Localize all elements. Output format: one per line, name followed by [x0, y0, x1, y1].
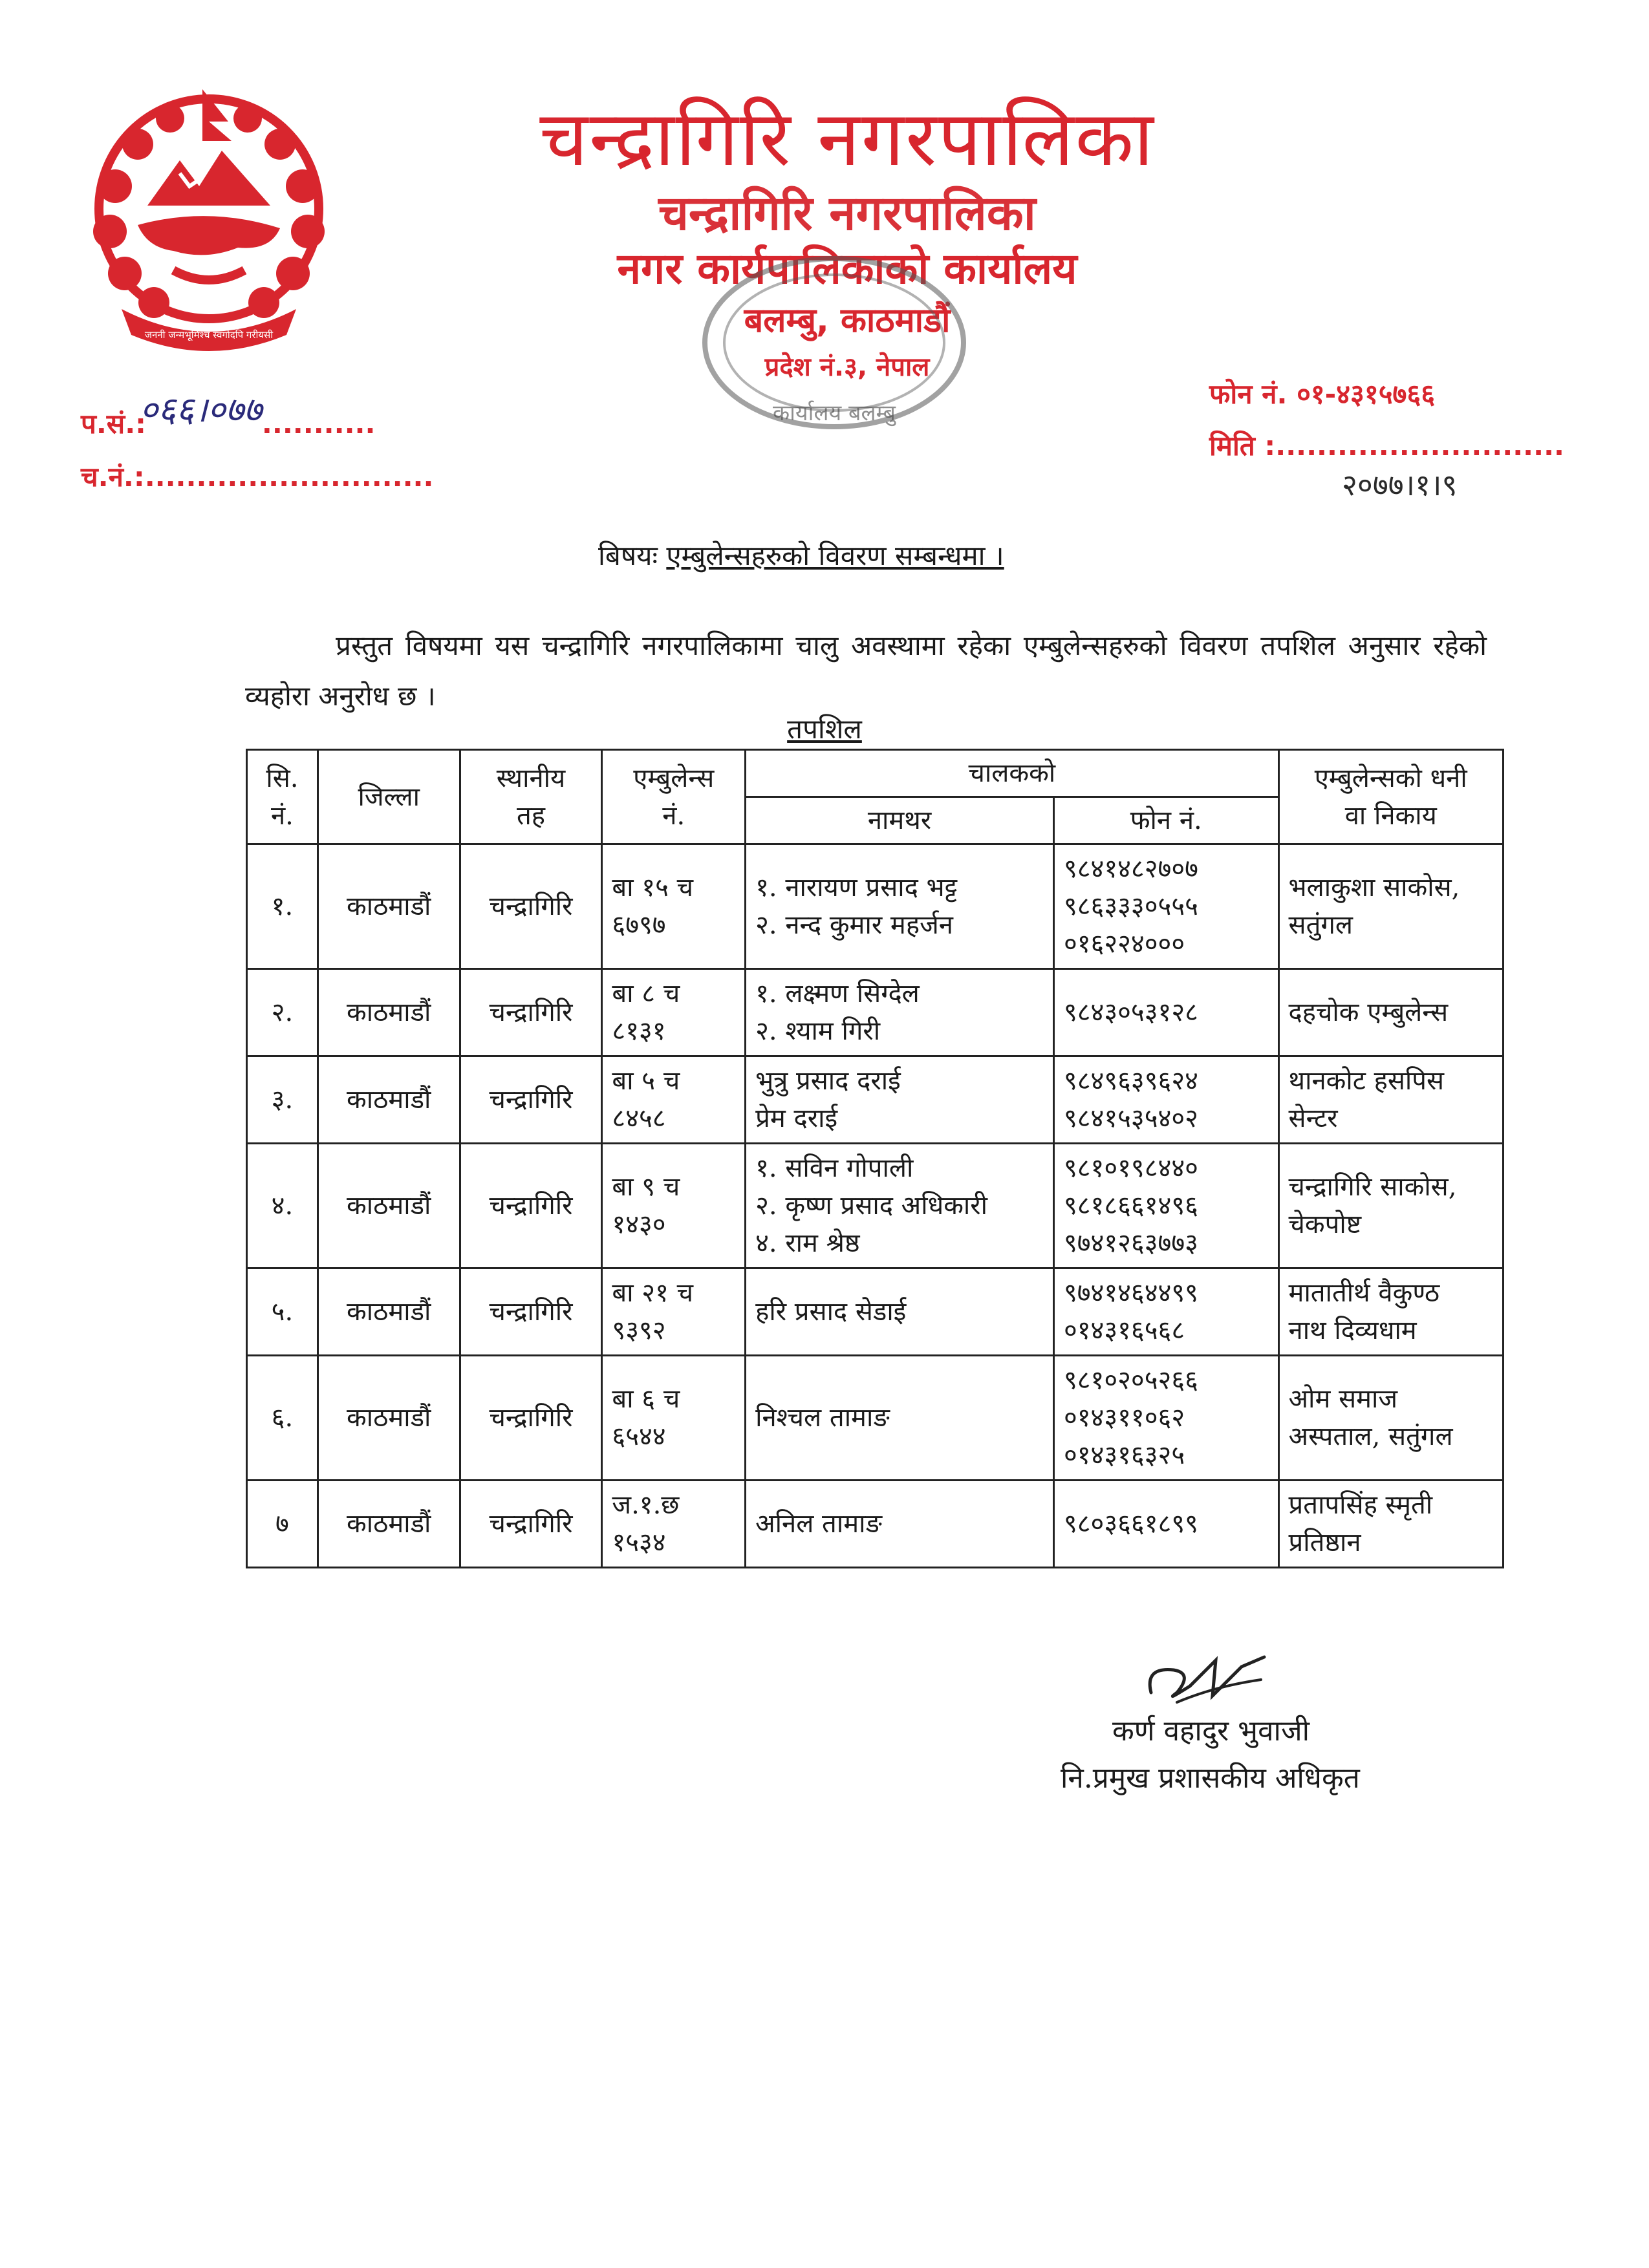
cell-owner: प्रतापसिंह स्मृती प्रतिष्ठान: [1278, 1481, 1503, 1568]
cn-label: च.नं.:: [81, 461, 145, 493]
cn-dots: ............................: [144, 461, 434, 493]
miti-label: मिति :: [1209, 430, 1276, 462]
table-row: [247, 844, 1503, 969]
header-local-level: स्थानीय तह: [460, 750, 602, 844]
cell-driver-name: १. सविन गोपाली २. कृष्ण प्रसाद अधिकारी ४. राम श्रेष्ठ: [746, 1144, 1054, 1268]
cell-owner: चन्द्रागिरि साकोस, चेकपोष्ट: [1278, 1144, 1503, 1268]
cell-local-level: चन्द्रागिरि: [460, 1056, 602, 1144]
cell-local-level: चन्द्रागिरि: [460, 1481, 602, 1568]
table-row: [247, 1056, 1503, 1144]
ambulance-table: [246, 749, 1504, 1568]
table-header-row: [247, 750, 1503, 797]
subject-text: एम्बुलेन्सहरुको विवरण सम्बन्धमा ।: [666, 540, 1004, 572]
cell-local-level: चन्द्रागिरि: [460, 844, 602, 969]
cell-driver-name: हरि प्रसाद सेडाई: [746, 1268, 1054, 1356]
header-driver-phone: फोन नं.: [1053, 797, 1278, 844]
header-owner: एम्बुलेन्सको धनी वा निकाय: [1278, 750, 1503, 844]
province-line: प्रदेश नं.३, नेपाल: [764, 352, 930, 382]
signatory-title: नि.प्रमुख प्रशासकीय अधिकृत: [1061, 1762, 1360, 1795]
signatory-name: कर्ण वहादुर भुवाजी: [1112, 1715, 1310, 1748]
ps-label: प.सं.:: [81, 408, 146, 440]
table-body: [247, 844, 1503, 1568]
table-row: [247, 969, 1503, 1056]
cell-ambulance-no: बा १५ च ६७९७: [602, 844, 746, 969]
table-row: [247, 1144, 1503, 1268]
cell-local-level: चन्द्रागिरि: [460, 1356, 602, 1481]
cell-driver-name: १. लक्ष्मण सिग्देल २. श्याम गिरी: [746, 969, 1054, 1056]
signature-mark: [1138, 1641, 1274, 1712]
cell-driver-name: भुत्रु प्रसाद दराई प्रेम दराई: [746, 1056, 1054, 1144]
office-phone: फोन नं. ०१-४३१५७६६: [1209, 378, 1436, 410]
cell-owner: भलाकुशा साकोस, सतुंगल: [1278, 844, 1503, 969]
cell-driver-phone: ९८१०२०५२६६ ०१४३११०६२ ०१४३१६३२५: [1053, 1356, 1278, 1481]
cell-ambulance-no: बा २१ च ९३९२: [602, 1268, 746, 1356]
cell-driver-phone: ९८४१४८२७०७ ९८६३३३०५५५ ०१६२२४०००: [1053, 844, 1278, 969]
cell-district: काठमाडौं: [318, 844, 460, 969]
cell-district: काठमाडौं: [318, 1356, 460, 1481]
cell-ambulance-no: बा ८ च ८१३१: [602, 969, 746, 1056]
subject-label: बिषयः: [598, 540, 658, 572]
reference-number: [81, 389, 376, 444]
cell-sn: १.: [247, 844, 318, 969]
cell-driver-phone: ९८१०१९८४४० ९८१८६६१४९६ ९७४१२६३७७३: [1053, 1144, 1278, 1268]
stamp-text: कार्यालय बलम्बु: [773, 400, 896, 426]
table-row: [247, 1356, 1503, 1481]
cell-driver-phone: ९८४९६३९६२४ ९८४१५३५४०२: [1053, 1056, 1278, 1144]
office-stamp: [673, 246, 976, 459]
cell-local-level: चन्द्रागिरि: [460, 1268, 602, 1356]
cell-ambulance-no: बा ५ च ८४५८: [602, 1056, 746, 1144]
cell-driver-name: १. नारायण प्रसाद भट्ट २. नन्द कुमार महर्जन: [746, 844, 1054, 969]
subject-line: [598, 537, 1004, 573]
cell-sn: ७: [247, 1481, 318, 1568]
cell-sn: ५.: [247, 1268, 318, 1356]
cell-ambulance-no: बा ६ च ६५४४: [602, 1356, 746, 1481]
cell-ambulance-no: बा ९ च १४३०: [602, 1144, 746, 1268]
cell-sn: ३.: [247, 1056, 318, 1144]
cell-local-level: चन्द्रागिरि: [460, 969, 602, 1056]
municipality-name: चन्द्रागिरि नगरपालिका: [539, 94, 1155, 183]
cell-driver-phone: ९८०३६६१८९९: [1053, 1481, 1278, 1568]
header-district: जिल्ला: [318, 750, 460, 844]
cell-district: काठमाडौं: [318, 1144, 460, 1268]
table-row: [247, 1481, 1503, 1568]
municipality-name-stamp: चन्द्रागिरि नगरपालिका: [658, 186, 1036, 241]
miti-dots: ............................: [1275, 430, 1564, 462]
cell-owner: मातातीर्थ वैकुण्ठ नाथ दिव्यधाम: [1278, 1268, 1503, 1356]
office-name: नगर कार्यपालिकाको कार्यालय: [617, 244, 1077, 294]
emblem-motto: जननी जन्मभूमिश्च स्वर्गादपि गरीयसी: [144, 329, 274, 341]
cell-sn: २.: [247, 969, 318, 1056]
cell-sn: ४.: [247, 1144, 318, 1268]
handwritten-date: २०७७।१।९: [1342, 467, 1458, 502]
dispatch-number: [81, 458, 433, 495]
nepal-emblem-logo: [76, 76, 341, 354]
office-address: बलम्बु, काठमाडौं: [744, 301, 951, 340]
cell-district: काठमाडौं: [318, 969, 460, 1056]
cell-driver-phone: ९७४१४६४४९९ ०१४३१६५६८: [1053, 1268, 1278, 1356]
letter-body: प्रस्तुत विषयमा यस चन्द्रागिरि नगरपालिकामा चालु अवस्थामा रहेका एम्बुलेन्सहरुको विवरण तपशिल अनुसार रहेको व्यहोरा अनुरोध छ ।: [245, 630, 1487, 712]
cell-ambulance-no: ज.१.छ १५३४: [602, 1481, 746, 1568]
cell-owner: थानकोट हसपिस सेन्टर: [1278, 1056, 1503, 1144]
ps-dots: ...........: [261, 408, 376, 440]
header-driver-group: चालकको: [746, 750, 1278, 797]
cell-driver-name: निश्चल तामाङ: [746, 1356, 1054, 1481]
cell-driver-name: अनिल तामाङ: [746, 1481, 1054, 1568]
cell-district: काठमाडौं: [318, 1481, 460, 1568]
header-sn: सि. नं.: [247, 750, 318, 844]
cell-driver-phone: ९८४३०५३१२८: [1053, 969, 1278, 1056]
header-driver-name: नामथर: [746, 797, 1054, 844]
table-row: [247, 1268, 1503, 1356]
cell-sn: ६.: [247, 1356, 318, 1481]
tapashil-heading: तपशिल: [787, 713, 862, 745]
cell-owner: दहचोक एम्बुलेन्स: [1278, 969, 1503, 1056]
header-ambulance-no: एम्बुलेन्स नं.: [602, 750, 746, 844]
ps-value: ०६६।०७७: [139, 389, 262, 430]
cell-district: काठमाडौं: [318, 1268, 460, 1356]
date-line: [1209, 427, 1564, 464]
cell-owner: ओम समाज अस्पताल, सतुंगल: [1278, 1356, 1503, 1481]
cell-district: काठमाडौं: [318, 1056, 460, 1144]
cell-local-level: चन्द्रागिरि: [460, 1144, 602, 1268]
